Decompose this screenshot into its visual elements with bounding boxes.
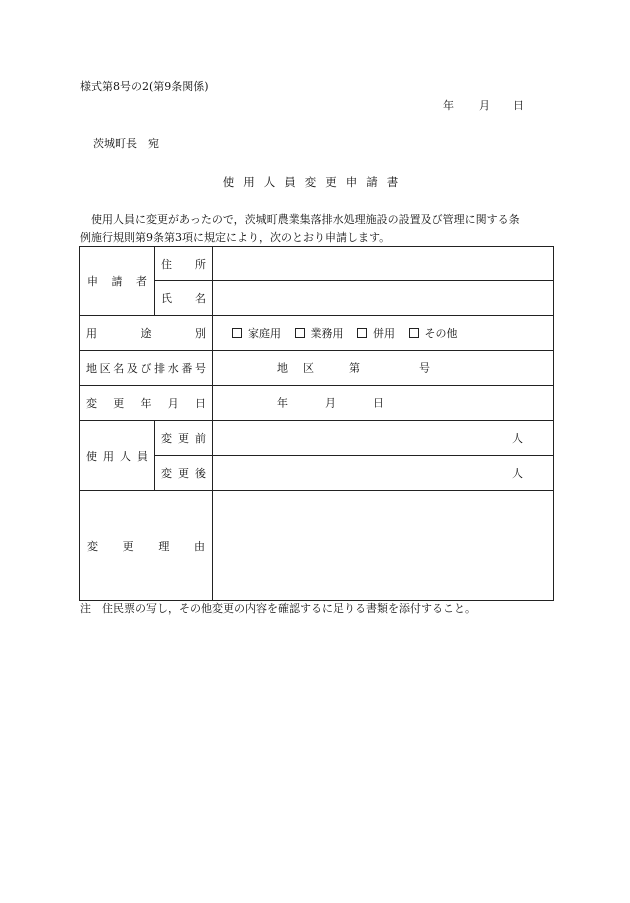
usage-option-household[interactable]: 家庭用 xyxy=(232,327,281,340)
usage-options xyxy=(213,316,554,351)
after-label-cell: 変 更 後 xyxy=(155,456,213,491)
persons-label-cell: 使 用 人 員 xyxy=(80,421,155,491)
usage-label-cell: 用 途 別 xyxy=(80,316,213,351)
address-label-cell: 住 所 xyxy=(155,247,213,281)
reason-field[interactable] xyxy=(213,491,554,601)
change-date-field[interactable]: 年 月 日 xyxy=(213,386,554,421)
usage-option-combined[interactable]: 併用 xyxy=(357,327,395,340)
persons-unit: 人 xyxy=(512,467,523,480)
persons-unit: 人 xyxy=(512,432,523,445)
addressee: 茨城町長 宛 xyxy=(93,137,159,150)
before-label-cell: 変 更 前 xyxy=(155,421,213,456)
checkbox-icon[interactable] xyxy=(409,328,419,338)
district-label-cell: 地 区 名 及 び 排 水 番 号 xyxy=(80,351,213,386)
document-title: 使用人員変更申請書 xyxy=(222,175,408,189)
footnote: 注 住民票の写し，その他変更の内容を確認するに足りる書類を添付すること。 xyxy=(80,602,476,615)
address-field[interactable] xyxy=(213,247,554,281)
district-field[interactable]: 地 区 第 号 xyxy=(213,351,554,386)
checkbox-icon[interactable] xyxy=(295,328,305,338)
date-month-label: 月 xyxy=(479,99,490,112)
applicant-label-cell: 申 請 者 xyxy=(80,247,155,316)
intro-line-1: 使用人員に変更があったので，茨城町農業集落排水処理施設の設置及び管理に関する条 xyxy=(80,213,520,226)
form-reference: 様式第8号の2(第9条関係) xyxy=(80,80,209,93)
date-day-label: 日 xyxy=(513,99,524,112)
application-form-table xyxy=(79,246,554,601)
change-date-label-cell: 変 更 年 月 日 xyxy=(80,386,213,421)
usage-option-other[interactable]: その他 xyxy=(409,327,458,340)
reason-label-cell: 変 更 理 由 xyxy=(80,491,213,601)
checkbox-icon[interactable] xyxy=(232,328,242,338)
date-year-label: 年 xyxy=(443,99,454,112)
name-field[interactable] xyxy=(213,281,554,316)
name-label-cell: 氏 名 xyxy=(155,281,213,316)
checkbox-icon[interactable] xyxy=(357,328,367,338)
persons-before-field[interactable] xyxy=(213,421,554,456)
intro-line-2: 例施行規則第9条第3項に規定により，次のとおり申請します。 xyxy=(80,231,391,244)
persons-after-field[interactable] xyxy=(213,456,554,491)
usage-option-business[interactable]: 業務用 xyxy=(295,327,344,340)
